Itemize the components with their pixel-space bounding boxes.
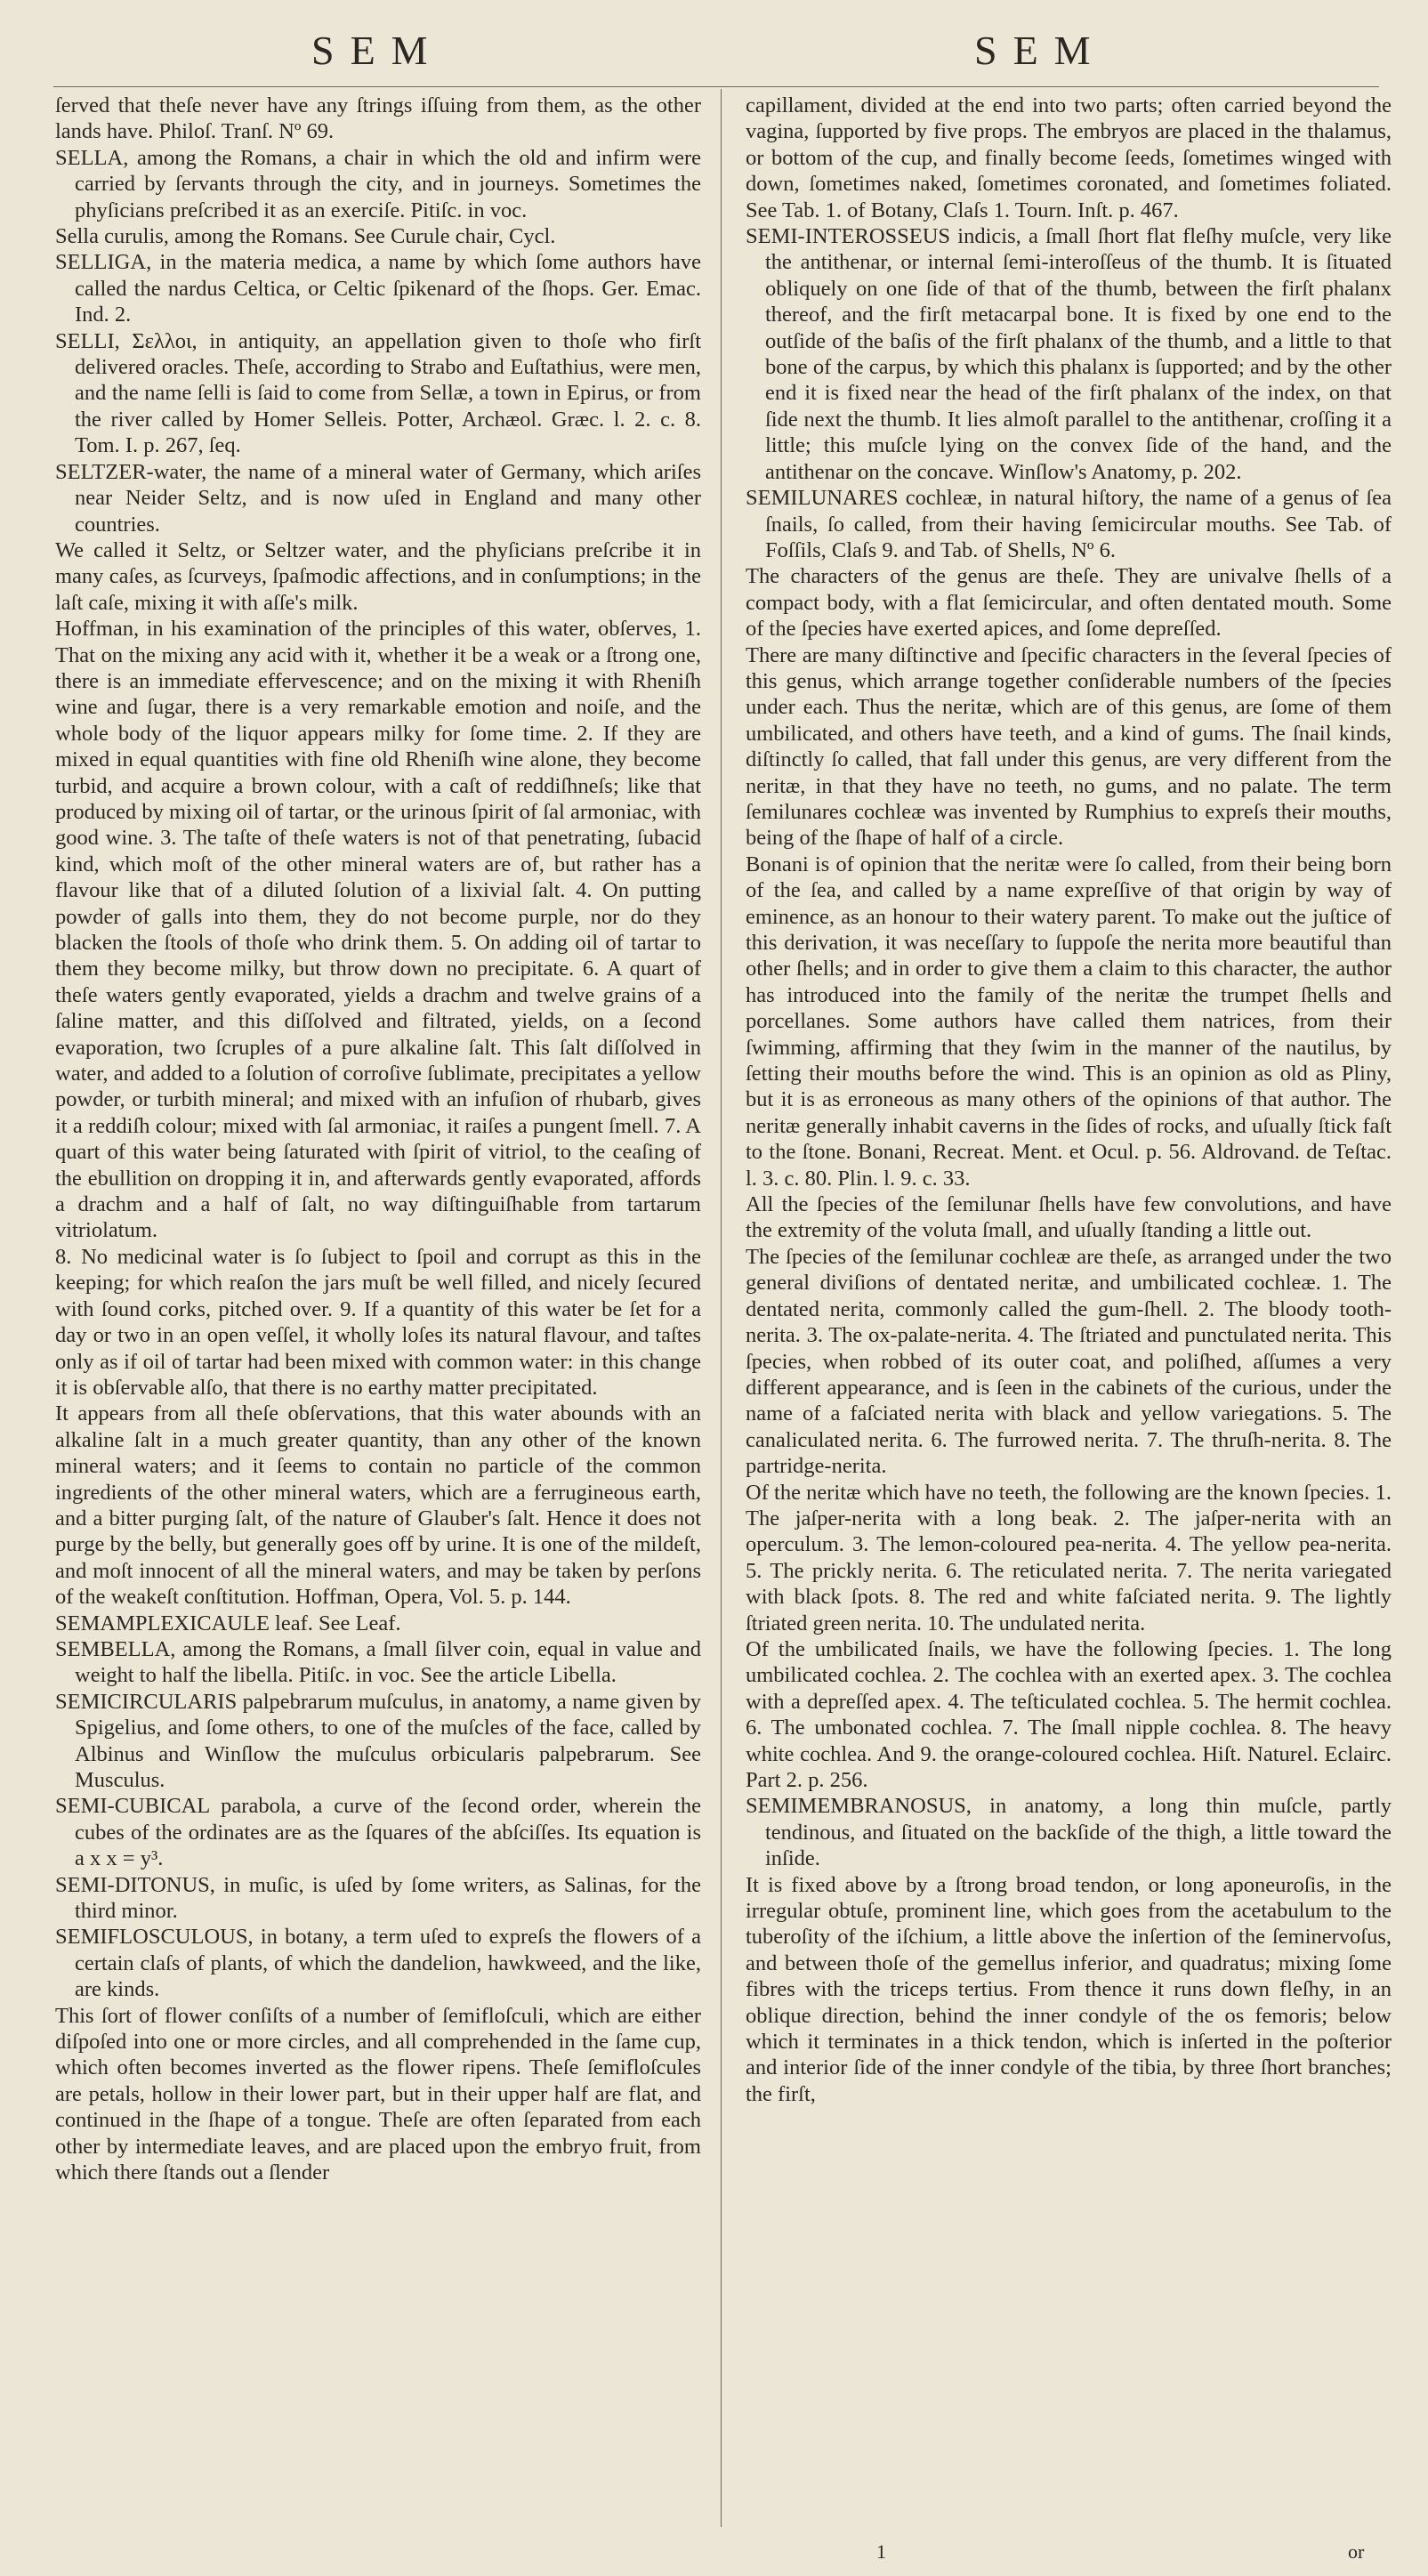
entry-paragraph: Bonani is of opinion that the neritæ were ſo called, from their being born of the ſea, and called by a name expreſſive of that origin by way of eminence, as an honour to their watery parent. To make out the juſtice of this derivation, it was neceſſary to ſuppoſe the nerita more beautiful than other ſhells; and in order to give them a claim to this character, the author has introduced into the family of the neritæ the trumpet ſhells and porcellanes. Some authors have called them natrices, from their ſwimming, affirming that they ſwim in the manner of the nautilus, by ſetting their mouths before the wind. This is an opinion as old as Pliny, but it is as erroneous as many others of the opinions of that author. The neritæ generally inhabit caverns in the ſides of rocks, and uſually ſtick faſt to the ſtone. Bonani, Recreat. Ment. et Ocul. p. 56. Aldrovand. de Teſtac. l. 3. c. 80. Plin. l. 9. c. 33. (746, 852, 1392, 1191)
entry-paragraph: Sella curulis, among the Romans. See Curule chair, Cycl. (55, 224, 556, 249)
entry-paragraph: The ſpecies of the ſemilunar cochleæ are theſe, as arranged under the two general diviſions of dentated neritæ, and umbilicated cochleæ. 1. The dentated nerita, commonly called the gum-ſhell. 2. The bloody tooth-nerita. 3. The ox-palate-nerita. 4. The ſtriated and punctulated nerita. This ſpecies, when robbed of its outer coat, and poliſhed, aſſumes a very different appearance, and is ſeen in the cabinets of the curious, under the name of a faſciated nerita with black and yellow variegations. 5. The canaliculated nerita. 6. The furrowed nerita. 7. The thruſh-nerita. 8. The partridge-nerita. (746, 1244, 1392, 1479)
entry-paragraph: SEMICIRCULARIS palpebrarum muſculus, in anatomy, a name given by Spigelius, and ſome others, to one of the muſcles of the face, called by Albinus and Winſlow the muſculus orbicularis palpebrarum. See Musculus. (55, 1689, 701, 1792)
entry-paragraph: All the ſpecies of the ſemilunar ſhells have few convolutions, and have the extremity of the voluta ſmall, and uſually ſtanding a little out. (746, 1192, 1392, 1243)
entry-paragraph: SEMI-INTEROSSEUS indicis, a ſmall ſhort flat fleſhy muſcle, very like the antithenar, or internal ſemi-interoſſeus of the thumb. It is ſituated obliquely on one ſide of that of the thumb, between the firſt phalanx thereof, and the firſt metacarpal bone. It is fixed by one end to the outſide of the baſis of the firſt phalanx of the thumb, and a little to that bone of the carpus, by which this phalanx is ſupported; and by the other end it is fixed near the head of the firſt phalanx of the index, on that ſide next the thumb. It lies almoſt parallel to the antithenar, croſſing it a little; this muſcle lying on the convex ſide of the hand, and the antithenar on the concave. Winſlow's Anatomy, p. 202. (746, 224, 1392, 484)
entry-paragraph: It appears from all theſe obſervations, that this water abounds with an alkaline ſalt in a much greater quantity, than any other of the known mineral waters; and it ſeems to contain no particle of the common ingredients of the other mineral waters, which are a ferrugineous earth, and a bitter purging ſalt, of the nature of Glauber's ſalt. Hence it does not purge by the belly, but generally goes off by urine. It is one of the mildeſt, and moſt innocent of all the mineral waters, and may be taken by perſons of the weakeſt conſtitution. Hoffman, Opera, Vol. 5. p. 144. (55, 1401, 701, 1610)
header-rule (53, 86, 1379, 87)
entry-paragraph: SEMI-DITONUS, in muſic, is uſed by ſome writers, as Salinas, for the third minor. (55, 1872, 701, 1924)
entry-paragraph: Of the neritæ which have no teeth, the following are the known ſpecies. 1. The jaſper-nerita with a long beak. 2. The jaſper-nerita with an operculum. 3. The lemon-coloured pea-nerita. 4. The yellow pea-nerita. 5. The prickly nerita. 6. The reticulated nerita. 7. The nerita variegated with black ſpots. 8. The red and white faſciated nerita. 9. The lightly ſtriated green nerita. 10. The undulated nerita. (746, 1480, 1392, 1635)
entry-paragraph: SEMAMPLEXICAULE leaf. See Leaf. (55, 1611, 401, 1635)
entry-paragraph: This ſort of flower conſiſts of a number of ſemifloſculi, which are either diſpoſed into one or more circles, and all comprehended in the ſame cup, which often becomes inverted as the flower ripens. Theſe ſemifloſcules are petals, hollow in their lower part, but in their upper half are flat, and continued in the ſhape of a tongue. Theſe are often ſeparated from each other by intermediate leaves, and are placed upon the embryo fruit, from which there ſtands out a ſlender (55, 2003, 701, 2185)
entry-paragraph: 8. No medicinal water is ſo ſubject to ſpoil and corrupt as this in the keeping; for which reaſon the jars muſt be well filled, and nicely ſecured with ſound corks, pitched over. 9. If a quantity of this water be ſet for a day or two in an open veſſel, it wholly loſes its natural flavour, and taſtes only as if oil of tartar had been mixed with common water: in this change it is obſervable alſo, that there is no earthy matter precipitated. (55, 1244, 701, 1400)
entry-paragraph: There are many diſtinctive and ſpecific characters in the ſeveral ſpecies of this genus, which arrange together conſiderable numbers of the ſpecies under each. Thus the neritæ, which are of this genus, are ſome of them umbilicated, and others have teeth, and a kind of gums. The ſnail kinds, diſtinctly ſo called, that fall under this genus, are very different from the neritæ, in that they have no teeth, no gums, and no palate. The term ſemilunares cochleæ was invented by Rumphius to expreſs their mouths, being of the ſhape of half of a circle. (746, 642, 1392, 851)
entry-paragraph: SELTZER-water, the name of a mineral water of Germany, which ariſes near Neider Seltz, and is now uſed in England and many other countries. (55, 459, 701, 537)
entry-paragraph: SELLA, among the Romans, a chair in which the old and infirm were carried by ſervants through the city, and in journeys. Sometimes the phyſicians preſcribed it as an exerciſe. Pitiſc. in voc. (55, 145, 701, 222)
entry-paragraph: capillament, divided at the end into two parts; often carried beyond the vagina, ſupported by five props. The embryos are placed in the thalamus, or bottom of the cup, and finally become ſeeds, ſometimes winged with down, ſometimes naked, ſometimes coronated, and ſometimes foliated. See Tab. 1. of Botany, Claſs 1. Tourn. Inſt. p. 467. (746, 93, 1392, 222)
entry-paragraph: SEMI-CUBICAL parabola, a curve of the ſecond order, wherein the cubes of the ordinates are as the ſquares of the abſciſſes. Its equation is a x x = y³. (55, 1794, 701, 1871)
page-number: 1 (876, 2540, 886, 2563)
entry-paragraph: It is fixed above by a ſtrong broad tendon, or long aponeuroſis, in the irregular obtuſe, prominent line, which goes from the acetabulum to the tuberoſity of the iſchium, a little above the inſertion of the ſeminervoſus, and between thoſe of the gemellus inferior, and quadratus; mixing ſome fibres with the triceps tertius. From thence it runs down fleſhy, in an oblique direction, behind the inner condyle of the os femoris; below which it terminates in a thick tendon, which is inſerted in the poſterior and interior ſide of the inner condyle of the tibia, by three ſhort branches; the firſt, (746, 1872, 1392, 2106)
entry-paragraph: SEMBELLA, among the Romans, a ſmall ſilver coin, equal in value and weight to half the libella. Pitiſc. in voc. See the article Libella. (55, 1636, 701, 1688)
running-head-left: SEM (311, 28, 444, 73)
entry-paragraph: SELLIGA, in the materia medica, a name by which ſome authors have called the nardus Celtica, or Celtic ſpikenard of the ſhops. Ger. Emac. Ind. 2. (55, 250, 701, 327)
left-column (55, 93, 701, 2186)
entry-paragraph: The characters of the genus are theſe. They are univalve ſhells of a compact body, with a flat ſemicircular, and often dentated mouth. Some of the ſpecies have exerted apices, and ſome depreſſed. (746, 564, 1392, 642)
entry-paragraph: SEMILUNARES cochleæ, in natural hiſtory, the name of a genus of ſea ſnails, ſo called, from their having ſemicircular mouths. See Tab. of Foſſils, Claſs 9. and Tab. of Shells, Nº 6. (746, 486, 1392, 562)
running-head-right: SEM (974, 28, 1107, 73)
entry-paragraph: SELLI, Σελλοι, in antiquity, an appellation given to thoſe who firſt delivered oracles. Theſe, according to Strabo and Euſtathius, were men, and the name ſelli is ſaid to come from Sellæ, a town in Epirus, or from the river called by Homer Selleis. Potter, Archæol. Græc. l. 2. c. 8. Tom. I. p. 267, ſeq. (55, 328, 701, 458)
entry-paragraph: We called it Seltz, or Seltzer water, and the phyſicians preſcribe it in many caſes, as ſcurveys, ſpaſmodic affections, and in conſumptions; in the laſt caſe, mixing it with aſſe's milk. (55, 537, 701, 615)
entry-paragraph: ſerved that theſe never have any ſtrings iſſuing from them, as the other lands have. Philoſ. Tranſ. Nº 69. (55, 93, 701, 144)
entry-paragraph: Of the umbilicated ſnails, we have the following ſpecies. 1. The long umbilicated cochlea. 2. The cochlea with an exerted apex. 3. The cochlea with a depreſſed apex. 4. The teſticulated cochlea. 5. The hermit cochlea. 6. The umbonated cochlea. 7. The ſmall nipple cochlea. 8. The heavy white cochlea. And 9. the orange-coloured cochlea. Hiſt. Naturel. Eclairc. Part 2. p. 256. (746, 1636, 1392, 1792)
entry-paragraph: Hoffman, in his examination of the principles of this water, obſerves, 1. That on the mixing any acid with it, whether it be a weak or a ſtrong one, there is an immediate effervescence; and on the mixing it with Rheniſh wine and ſugar, there is a very remarkable emotion and noiſe, and the whole body of the liquor appears milky for ſome time. 2. If they are mixed in equal quantities with fine old Rheniſh wine alone, they become turbid, and acquire a brown colour, with a caſt of reddiſhneſs; like that produced by mixing oil of tartar, or the urinous ſpirit of ſal armoniac, with good wine. 3. The taſte of theſe waters is not of that penetrating, ſubacid kind, which moſt of the other mineral waters are of, but rather has a flavour like that of a diluted ſolution of a lixivial ſalt. 4. On putting powder of galls into them, they do not become purple, nor do they blacken the ſtools of thoſe who drink them. 5. On adding oil of tartar to them they become milky, but throw down no precipitate. 6. A quart of theſe waters gently evaporated, yields a drachm and twelve grains of a ſaline matter, and this diſſolved and filtrated, yields, on a ſecond evaporation, two ſcruples of a pure alkaline ſalt. This ſalt diſſolved in water, and added to a ſolution of corroſive ſublimate, precipitates a yellow powder, or turbith mineral; and mixed with an infuſion of rhubarb, gives it a reddiſh colour; mixed with ſal armoniac, it raiſes a pungent ſmell. 7. A quart of this water being ſaturated with ſpirit of vitriol, to the ceaſing of the ebullition on dropping it in, and afterwards gently evaporated, affords a drachm and a half of ſalt, no way diſtinguiſhable from tartarum vitriolatum. (55, 617, 701, 1243)
entry-paragraph: SEMIMEMBRANOSUS, in anatomy, a long thin muſcle, partly tendinous, and ſituated on the backſide of the thigh, a little toward the inſide. (746, 1794, 1392, 1871)
column-divider (721, 89, 722, 2527)
right-column (746, 93, 1392, 2107)
entry-paragraph: SEMIFLOSCULOUS, in botany, a term uſed to expreſs the flowers of a certain claſs of plants, of which the dandelion, hawkweed, and the like, are kinds. (55, 1925, 701, 2002)
catchword: or (1348, 2540, 1365, 2563)
